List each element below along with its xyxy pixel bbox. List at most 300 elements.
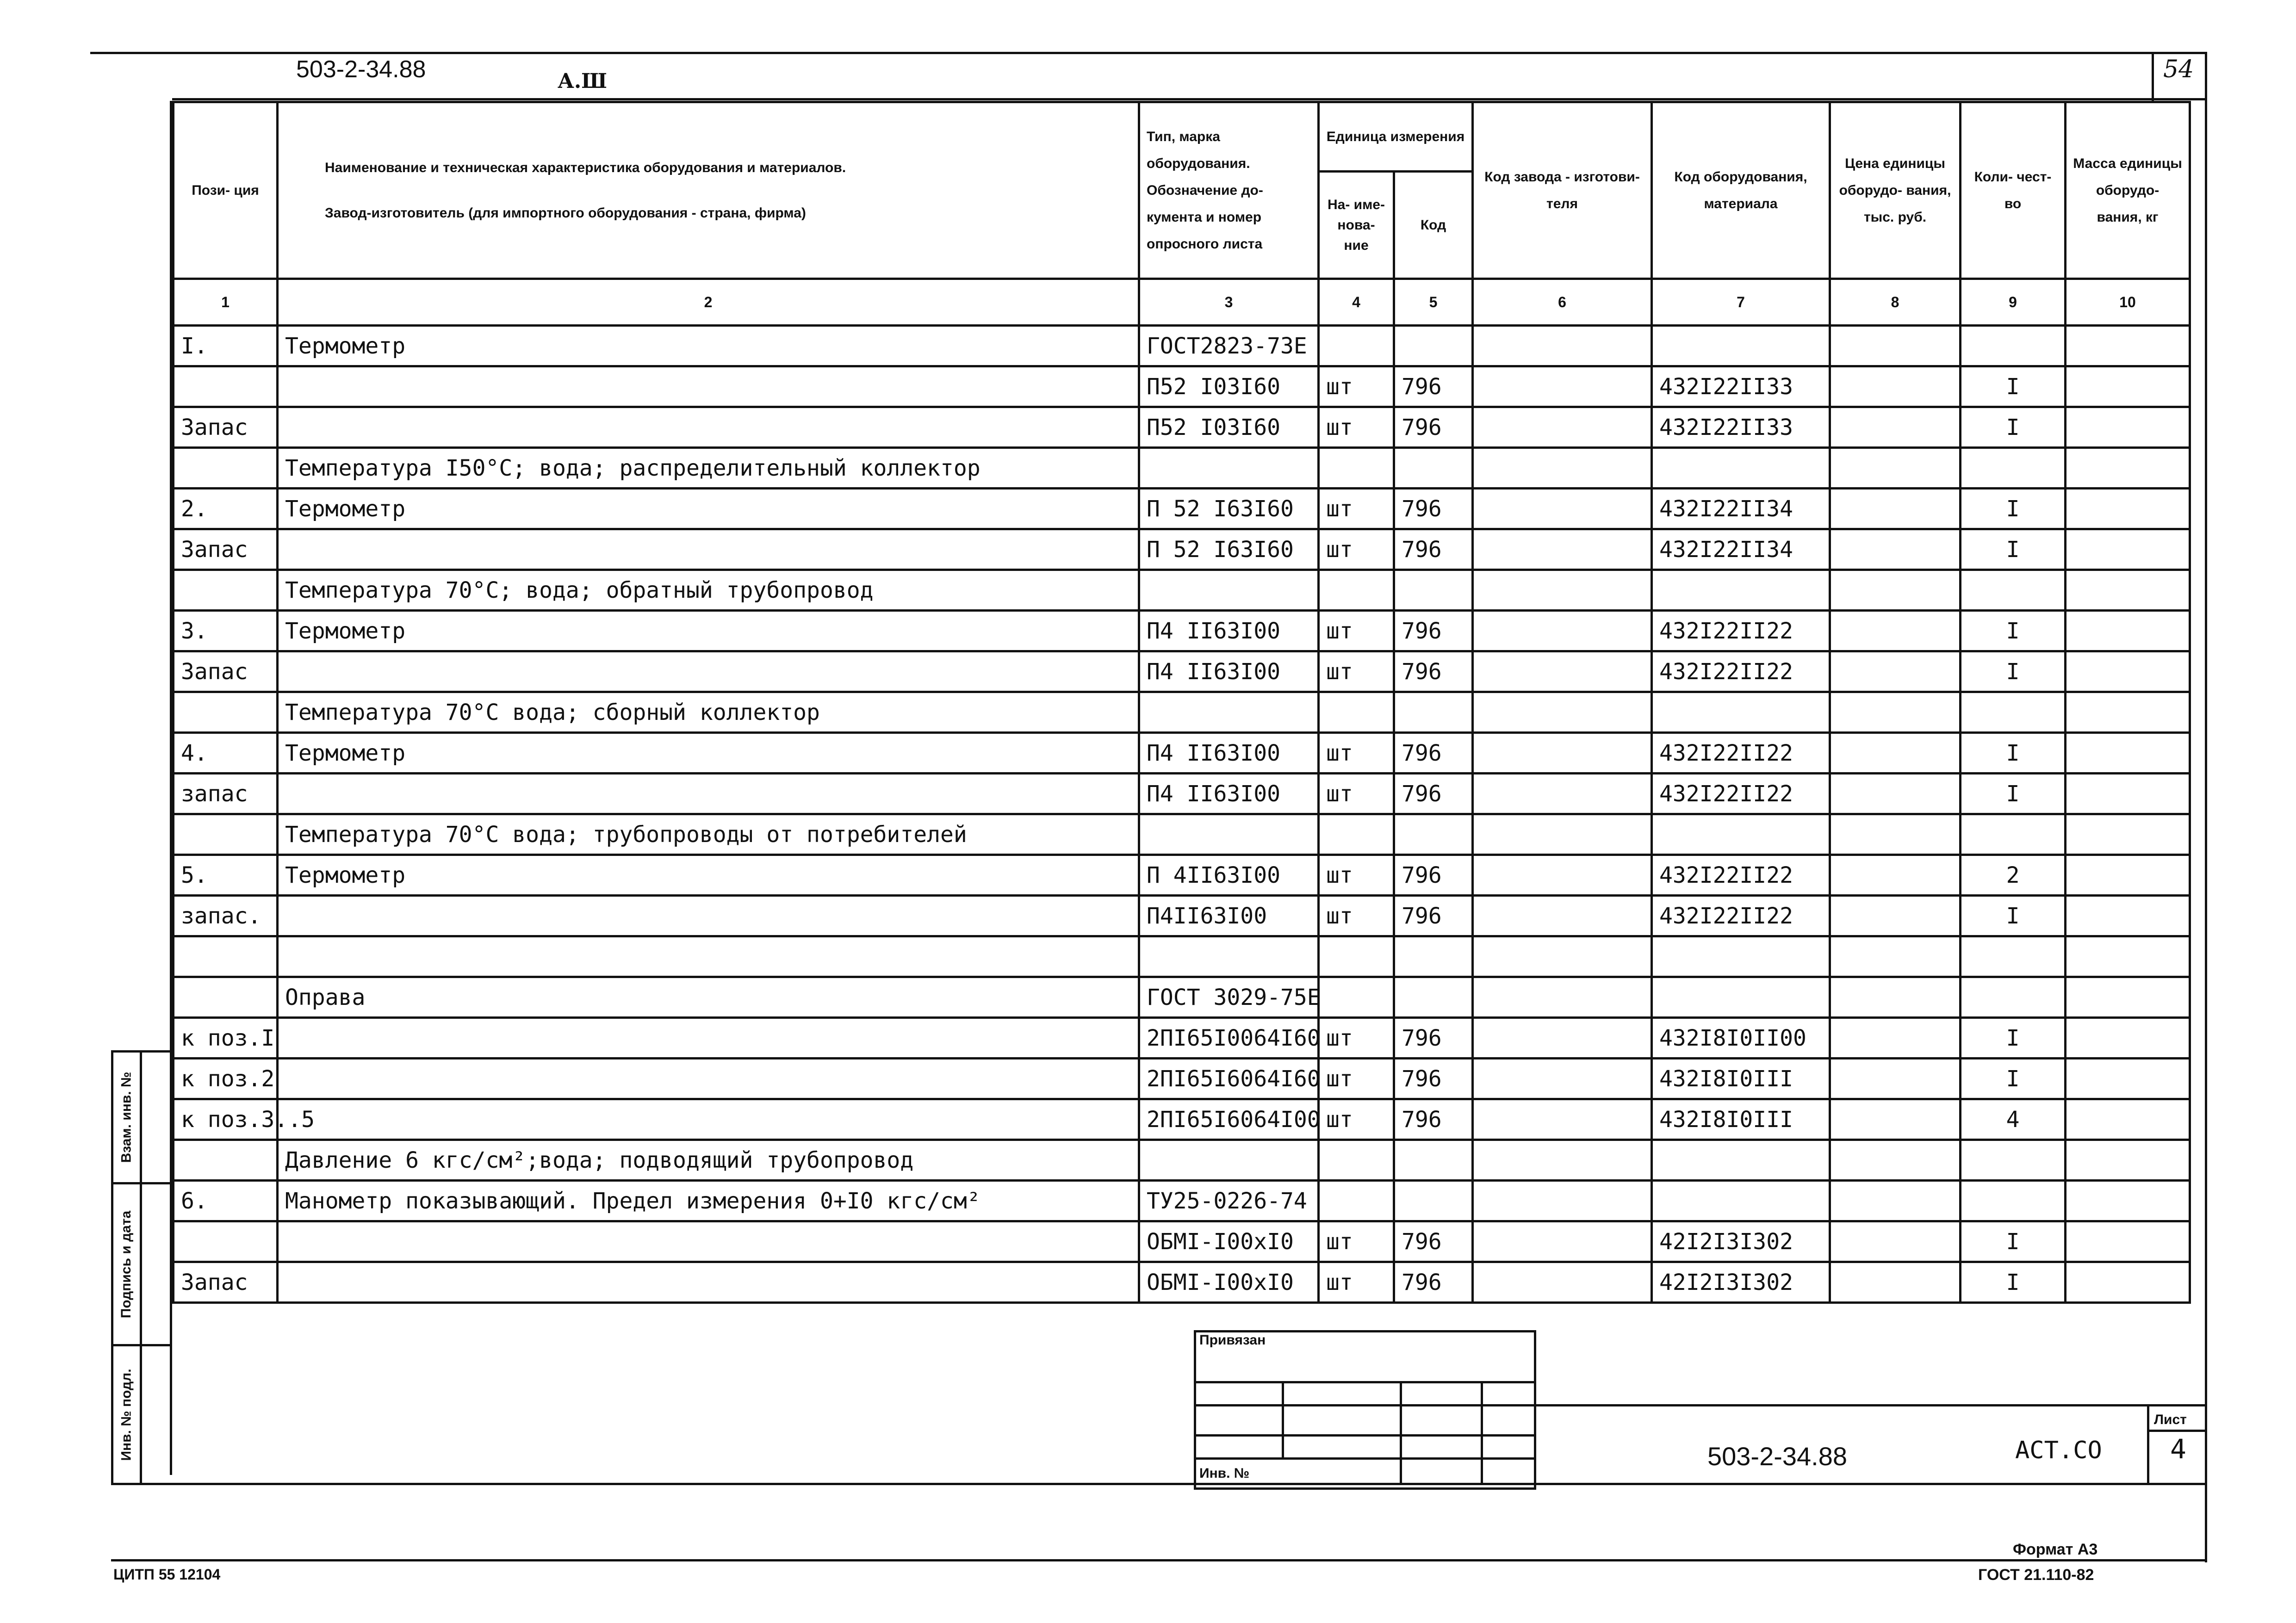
cell-unit: шт (1319, 1262, 1394, 1303)
cell-unit-code (1394, 326, 1473, 366)
cell-equipment-code: 432I22II34 (1652, 529, 1830, 570)
colnum-6: 6 (1473, 279, 1652, 326)
cell-position (174, 448, 278, 489)
cell-type: П4 II63I00 (1139, 611, 1319, 651)
cell-price (1830, 733, 1961, 774)
bottom-border (111, 1559, 2207, 1561)
cell-unit-code (1394, 692, 1473, 733)
cell-maker-code (1473, 448, 1652, 489)
cell-name (278, 1221, 1139, 1262)
cell-maker-code (1473, 1221, 1652, 1262)
cell-price (1830, 1018, 1961, 1059)
cell-unit-code: 796 (1394, 651, 1473, 692)
cell-unit-code (1394, 977, 1473, 1018)
cell-unit (1319, 1181, 1394, 1221)
cell-name (278, 1262, 1139, 1303)
cell-mass (2066, 855, 2190, 896)
cell-mass (2066, 1059, 2190, 1099)
cell-quantity (1961, 326, 2066, 366)
cell-mass (2066, 326, 2190, 366)
cell-type: ГОСТ2823-73Е (1139, 326, 1319, 366)
cell-price (1830, 692, 1961, 733)
side-label-inv: Инв. № подл. (118, 1368, 134, 1461)
cell-quantity (1961, 1181, 2066, 1221)
cell-mass (2066, 1099, 2190, 1140)
cell-position (174, 692, 278, 733)
cell-mass (2066, 1140, 2190, 1181)
cell-unit-code: 796 (1394, 1099, 1473, 1140)
cell-mass (2066, 407, 2190, 448)
cell-mass (2066, 651, 2190, 692)
col-name-header (278, 102, 1139, 279)
cell-price (1830, 326, 1961, 366)
table-row (174, 896, 2190, 936)
cell-equipment-code: 432I22II22 (1652, 774, 1830, 814)
cell-maker-code (1473, 1059, 1652, 1099)
cell-name: Температура 70°С вода; сборный коллектор (278, 692, 1139, 733)
cell-quantity: I (1961, 1262, 2066, 1303)
cell-maker-code (1473, 855, 1652, 896)
cell-price (1830, 977, 1961, 1018)
footer-format: Формат А3 (2013, 1541, 2098, 1558)
footer-doc-code: 503-2-34.88 (1707, 1442, 1848, 1471)
table-row (174, 692, 2190, 733)
cell-name: Температура I50°С; вода; распределительный коллектор (278, 448, 1139, 489)
cell-unit (1319, 977, 1394, 1018)
cell-type: П4 II63I00 (1139, 774, 1319, 814)
cell-equipment-code (1652, 977, 1830, 1018)
cell-quantity: I (1961, 1221, 2066, 1262)
cell-unit-code: 796 (1394, 1018, 1473, 1059)
cell-type: 2ПI65I6064I00 (1139, 1099, 1319, 1140)
colnum-5: 5 (1394, 279, 1473, 326)
cell-price (1830, 1181, 1961, 1221)
table-row (174, 936, 2190, 977)
cell-price (1830, 936, 1961, 977)
cell-unit (1319, 448, 1394, 489)
table-row (174, 529, 2190, 570)
cell-unit-code: 796 (1394, 733, 1473, 774)
cell-price (1830, 774, 1961, 814)
cell-equipment-code (1652, 1140, 1830, 1181)
colnum-2: 2 (278, 279, 1139, 326)
side-cell-podp (113, 1184, 140, 1344)
cell-quantity (1961, 977, 2066, 1018)
cell-unit: шт (1319, 1099, 1394, 1140)
cell-price (1830, 1140, 1961, 1181)
cell-equipment-code: 432I22II22 (1652, 733, 1830, 774)
col-type-header: Тип, марка оборудования. Обозначение до- кумента и номер опросного листа (1139, 102, 1319, 279)
cell-unit-code: 796 (1394, 529, 1473, 570)
table-row (174, 977, 2190, 1018)
cell-quantity: I (1961, 407, 2066, 448)
sheetbox-left (2147, 1406, 2149, 1483)
cell-name: Температура 70°С; вода; обратный трубопровод (278, 570, 1139, 611)
cell-mass (2066, 1221, 2190, 1262)
footer-doc-mark: АСТ.СО (2015, 1437, 2102, 1464)
cell-equipment-code: 432I22II22 (1652, 855, 1830, 896)
cell-equipment-code: 432I8I0III (1652, 1059, 1830, 1099)
cell-type: П4II63I00 (1139, 896, 1319, 936)
cell-type (1139, 814, 1319, 855)
cell-position: к поз.I (174, 1018, 278, 1059)
cell-maker-code (1473, 366, 1652, 407)
table-row (174, 1018, 2190, 1059)
cell-mass (2066, 448, 2190, 489)
cell-maker-code (1473, 936, 1652, 977)
side-label-podp: Подпись и дата (118, 1210, 134, 1318)
cell-position: 3. (174, 611, 278, 651)
footer-gost: ГОСТ 21.110-82 (1978, 1566, 2094, 1584)
cell-unit: шт (1319, 1059, 1394, 1099)
cell-quantity: I (1961, 1018, 2066, 1059)
cell-maker-code (1473, 692, 1652, 733)
stamp-v3 (1481, 1381, 1483, 1485)
header-underline (172, 98, 2207, 100)
cell-mass (2066, 1018, 2190, 1059)
cell-quantity: I (1961, 529, 2066, 570)
cell-equipment-code: 432I8I0II00 (1652, 1018, 1830, 1059)
cell-quantity (1961, 936, 2066, 977)
cell-quantity: I (1961, 489, 2066, 529)
cell-unit: шт (1319, 651, 1394, 692)
table-row (174, 448, 2190, 489)
cell-name: Термометр (278, 326, 1139, 366)
cell-type: П52 I03I60 (1139, 366, 1319, 407)
right-border (2205, 52, 2207, 1562)
cell-equipment-code (1652, 814, 1830, 855)
col-name-line2: Завод-изготовитель (для импортного оборудования - страна, фирма) (325, 205, 806, 221)
side-label-vzam: Взам. инв. № (118, 1072, 134, 1163)
table-row (174, 1262, 2190, 1303)
cell-name: Термометр (278, 489, 1139, 529)
cell-unit (1319, 814, 1394, 855)
cell-quantity: I (1961, 1059, 2066, 1099)
cell-type: П 52 I63I60 (1139, 529, 1319, 570)
cell-maker-code (1473, 489, 1652, 529)
cell-quantity: I (1961, 651, 2066, 692)
cell-type (1139, 1140, 1319, 1181)
cell-unit: шт (1319, 1221, 1394, 1262)
cell-unit-code: 796 (1394, 611, 1473, 651)
cell-unit-code: 796 (1394, 366, 1473, 407)
cell-unit (1319, 570, 1394, 611)
cell-price (1830, 448, 1961, 489)
cell-unit-code: 796 (1394, 489, 1473, 529)
cell-price (1830, 529, 1961, 570)
cell-type: П4 II63I00 (1139, 733, 1319, 774)
table-row (174, 733, 2190, 774)
cell-position: запас (174, 774, 278, 814)
cell-name: Термометр (278, 733, 1139, 774)
table-row (174, 814, 2190, 855)
stamp-attached-label: Привязан (1199, 1332, 1266, 1348)
cell-equipment-code (1652, 326, 1830, 366)
cell-unit: шт (1319, 366, 1394, 407)
sheet-number: 54 (2163, 56, 2194, 83)
cell-name (278, 774, 1139, 814)
colnum-10: 10 (2066, 279, 2190, 326)
cell-equipment-code: 42I2I3I302 (1652, 1262, 1830, 1303)
cell-mass (2066, 774, 2190, 814)
cell-position: Запас (174, 651, 278, 692)
cell-quantity (1961, 1140, 2066, 1181)
cell-quantity (1961, 692, 2066, 733)
cell-type: П52 I03I60 (1139, 407, 1319, 448)
cell-quantity: I (1961, 733, 2066, 774)
cell-name (278, 896, 1139, 936)
cell-name (278, 1099, 1139, 1140)
col-equipment-code-header: Код оборудования, материала (1652, 102, 1830, 279)
cell-quantity (1961, 814, 2066, 855)
col-unit-header: Единица измерения (1319, 102, 1473, 172)
cell-maker-code (1473, 1099, 1652, 1140)
cell-maker-code (1473, 529, 1652, 570)
cell-type: П 4II63I00 (1139, 855, 1319, 896)
cell-maker-code (1473, 733, 1652, 774)
cell-quantity: I (1961, 366, 2066, 407)
colnum-9: 9 (1961, 279, 2066, 326)
cell-position: 4. (174, 733, 278, 774)
cell-name: Термометр (278, 855, 1139, 896)
cell-price (1830, 1262, 1961, 1303)
col-quantity-header: Коли- чест- во (1961, 102, 2066, 279)
col-name-line1: Наименование и техническая характеристика оборудования и материалов. (325, 160, 846, 175)
cell-unit-code: 796 (1394, 774, 1473, 814)
cell-unit (1319, 936, 1394, 977)
cell-type (1139, 692, 1319, 733)
cell-type: 2ПI65I0064I60 (1139, 1018, 1319, 1059)
cell-position: Запас (174, 529, 278, 570)
cell-equipment-code (1652, 448, 1830, 489)
sheet-box-left (2152, 52, 2154, 101)
cell-position: к поз.3..5 (174, 1099, 278, 1140)
cell-position (174, 570, 278, 611)
cell-equipment-code: 432I22II33 (1652, 366, 1830, 407)
table-body (174, 326, 2190, 1303)
cell-quantity: I (1961, 774, 2066, 814)
colnum-3: 3 (1139, 279, 1319, 326)
top-border (90, 52, 2207, 54)
cell-mass (2066, 489, 2190, 529)
colnum-8: 8 (1830, 279, 1961, 326)
cell-position: к поз.2 (174, 1059, 278, 1099)
cell-name (278, 529, 1139, 570)
cell-type: П4 II63I00 (1139, 651, 1319, 692)
cell-price (1830, 896, 1961, 936)
cell-quantity: 4 (1961, 1099, 2066, 1140)
cell-unit: шт (1319, 896, 1394, 936)
sheetbox-mid (2147, 1430, 2207, 1432)
col-price-header: Цена единицы оборудо- вания, тыс. руб. (1830, 102, 1961, 279)
table-row (174, 326, 2190, 366)
cell-equipment-code (1652, 570, 1830, 611)
cell-unit-code (1394, 936, 1473, 977)
cell-unit: шт (1319, 855, 1394, 896)
cell-position: Запас (174, 1262, 278, 1303)
cell-unit-code: 796 (1394, 1059, 1473, 1099)
cell-name: Термометр (278, 611, 1139, 651)
cell-equipment-code: 432I22II34 (1652, 489, 1830, 529)
cell-mass (2066, 529, 2190, 570)
footer-org-code: ЦИТП 55 12104 (113, 1566, 221, 1583)
cell-equipment-code: 432I22II22 (1652, 651, 1830, 692)
cell-type: ОБМI-I00хI0 (1139, 1262, 1319, 1303)
cell-unit-code: 796 (1394, 1262, 1473, 1303)
cell-mass (2066, 1181, 2190, 1221)
table-row (174, 774, 2190, 814)
top-doc-code: 503-2-34.88 (296, 56, 426, 83)
cell-equipment-code: 432I22II22 (1652, 896, 1830, 936)
cell-mass (2066, 936, 2190, 977)
cell-unit-code: 796 (1394, 896, 1473, 936)
cell-maker-code (1473, 977, 1652, 1018)
cell-name (278, 1018, 1139, 1059)
side-cell-vzam (113, 1053, 140, 1182)
cell-maker-code (1473, 814, 1652, 855)
cell-mass (2066, 733, 2190, 774)
cell-type (1139, 448, 1319, 489)
cell-unit: шт (1319, 407, 1394, 448)
cell-position: Запас (174, 407, 278, 448)
cell-type: 2ПI65I6064I60 (1139, 1059, 1319, 1099)
cell-mass (2066, 896, 2190, 936)
cell-price (1830, 651, 1961, 692)
cell-name: Манометр показывающий. Предел измерения 0+I0 кгс/см² (278, 1181, 1139, 1221)
cell-price (1830, 366, 1961, 407)
cell-maker-code (1473, 1140, 1652, 1181)
col-unit-name-header: На- име- нова- ние (1319, 172, 1394, 279)
cell-position (174, 936, 278, 977)
cell-maker-code (1473, 1181, 1652, 1221)
cell-unit: шт (1319, 489, 1394, 529)
cell-price (1830, 855, 1961, 896)
side-cell-inv (113, 1346, 140, 1483)
col-unit-code-header: Код (1394, 172, 1473, 279)
table-header (174, 102, 2190, 279)
cell-price (1830, 407, 1961, 448)
col-position-header: Пози- ция (174, 102, 278, 279)
cell-quantity (1961, 570, 2066, 611)
cell-unit-code: 796 (1394, 407, 1473, 448)
cell-maker-code (1473, 774, 1652, 814)
cell-type: ГОСТ 3029-75Е (1139, 977, 1319, 1018)
cell-unit-code (1394, 1140, 1473, 1181)
cell-position: 2. (174, 489, 278, 529)
cell-equipment-code: 432I22II22 (1652, 611, 1830, 651)
stamp-inv-label: Инв. № (1199, 1466, 1250, 1481)
cell-price (1830, 570, 1961, 611)
cell-type: ОБМI-I00хI0 (1139, 1221, 1319, 1262)
cell-maker-code (1473, 611, 1652, 651)
cell-mass (2066, 977, 2190, 1018)
stamp-v2 (1400, 1381, 1402, 1485)
cell-price (1830, 489, 1961, 529)
cell-unit (1319, 326, 1394, 366)
cell-type: П 52 I63I60 (1139, 489, 1319, 529)
cell-maker-code (1473, 326, 1652, 366)
cell-position: запас. (174, 896, 278, 936)
cell-name (278, 936, 1139, 977)
cell-position (174, 366, 278, 407)
cell-quantity (1961, 448, 2066, 489)
table-row (174, 611, 2190, 651)
cell-unit: шт (1319, 774, 1394, 814)
cell-position: 6. (174, 1181, 278, 1221)
cell-name (278, 651, 1139, 692)
cell-type (1139, 570, 1319, 611)
cell-price (1830, 1221, 1961, 1262)
cell-unit-code (1394, 570, 1473, 611)
cell-name: Оправа (278, 977, 1139, 1018)
cell-quantity: I (1961, 611, 2066, 651)
cell-mass (2066, 814, 2190, 855)
cell-mass (2066, 1262, 2190, 1303)
cell-maker-code (1473, 651, 1652, 692)
colnum-1: 1 (174, 279, 278, 326)
cell-name (278, 407, 1139, 448)
cell-type: ТУ25-0226-74 (1139, 1181, 1319, 1221)
cell-unit (1319, 1140, 1394, 1181)
table-row (174, 1181, 2190, 1221)
cell-maker-code (1473, 407, 1652, 448)
cell-unit: шт (1319, 611, 1394, 651)
cell-unit-code (1394, 1181, 1473, 1221)
cell-equipment-code: 42I2I3I302 (1652, 1221, 1830, 1262)
top-section: А.Ш (558, 69, 607, 93)
cell-maker-code (1473, 570, 1652, 611)
cell-type (1139, 936, 1319, 977)
cell-mass (2066, 570, 2190, 611)
cell-maker-code (1473, 1018, 1652, 1059)
cell-unit-code: 796 (1394, 1221, 1473, 1262)
col-maker-code-header: Код завода - изготови- теля (1473, 102, 1652, 279)
titleblock-top (1532, 1404, 2207, 1406)
cell-position (174, 814, 278, 855)
footer-sheet-label: Лист (2154, 1412, 2187, 1427)
stamp-v1 (1282, 1381, 1284, 1457)
table-row (174, 366, 2190, 407)
table-row (174, 407, 2190, 448)
cell-position (174, 1221, 278, 1262)
cell-equipment-code (1652, 936, 1830, 977)
cell-position (174, 1140, 278, 1181)
cell-equipment-code: 432I22II33 (1652, 407, 1830, 448)
cell-price (1830, 611, 1961, 651)
cell-price (1830, 1099, 1961, 1140)
side-strip-mid (140, 1050, 142, 1485)
titleblock-bottom (172, 1483, 2207, 1485)
cell-equipment-code: 432I8I0III (1652, 1099, 1830, 1140)
cell-maker-code (1473, 896, 1652, 936)
column-number-row (174, 279, 2190, 326)
cell-name: Температура 70°С вода; трубопроводы от потребителей (278, 814, 1139, 855)
cell-maker-code (1473, 1262, 1652, 1303)
cell-mass (2066, 692, 2190, 733)
cell-name: Давление 6 кгс/см²;вода; подводящий трубопровод (278, 1140, 1139, 1181)
cell-unit-code (1394, 814, 1473, 855)
colnum-7: 7 (1652, 279, 1830, 326)
table-row (174, 1140, 2190, 1181)
cell-unit-code (1394, 448, 1473, 489)
cell-name (278, 366, 1139, 407)
cell-unit: шт (1319, 529, 1394, 570)
table-row (174, 1099, 2190, 1140)
cell-unit: шт (1319, 733, 1394, 774)
cell-position: I. (174, 326, 278, 366)
table-row (174, 570, 2190, 611)
cell-quantity: 2 (1961, 855, 2066, 896)
